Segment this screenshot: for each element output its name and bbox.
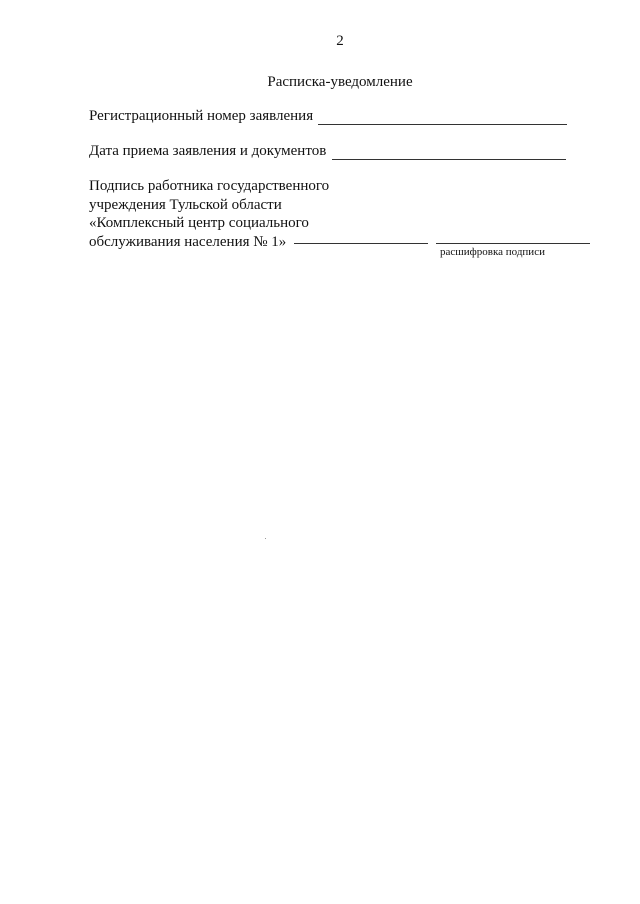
page-number: 2 (336, 33, 344, 49)
signature-line-4: обслуживания населения № 1» (89, 233, 287, 250)
scan-speck (265, 538, 266, 539)
signature-decoding-caption: расшифровка подписи (440, 246, 545, 258)
date-received-label: Дата приема заявления и документов (89, 143, 327, 159)
signature-decoding-blank (436, 243, 590, 244)
signature-line-1: Подпись работника государственного (89, 178, 330, 194)
signature-blank (294, 243, 428, 244)
date-received-blank (332, 159, 566, 160)
signature-line-2: учреждения Тульской области (89, 196, 282, 213)
registration-number-label: Регистрационный номер заявления (89, 108, 314, 124)
document-title: Расписка-уведомление (267, 74, 413, 90)
registration-number-blank (318, 124, 567, 125)
signature-block (89, 177, 329, 251)
signature-line-3: «Комплексный центр социального (89, 215, 309, 231)
